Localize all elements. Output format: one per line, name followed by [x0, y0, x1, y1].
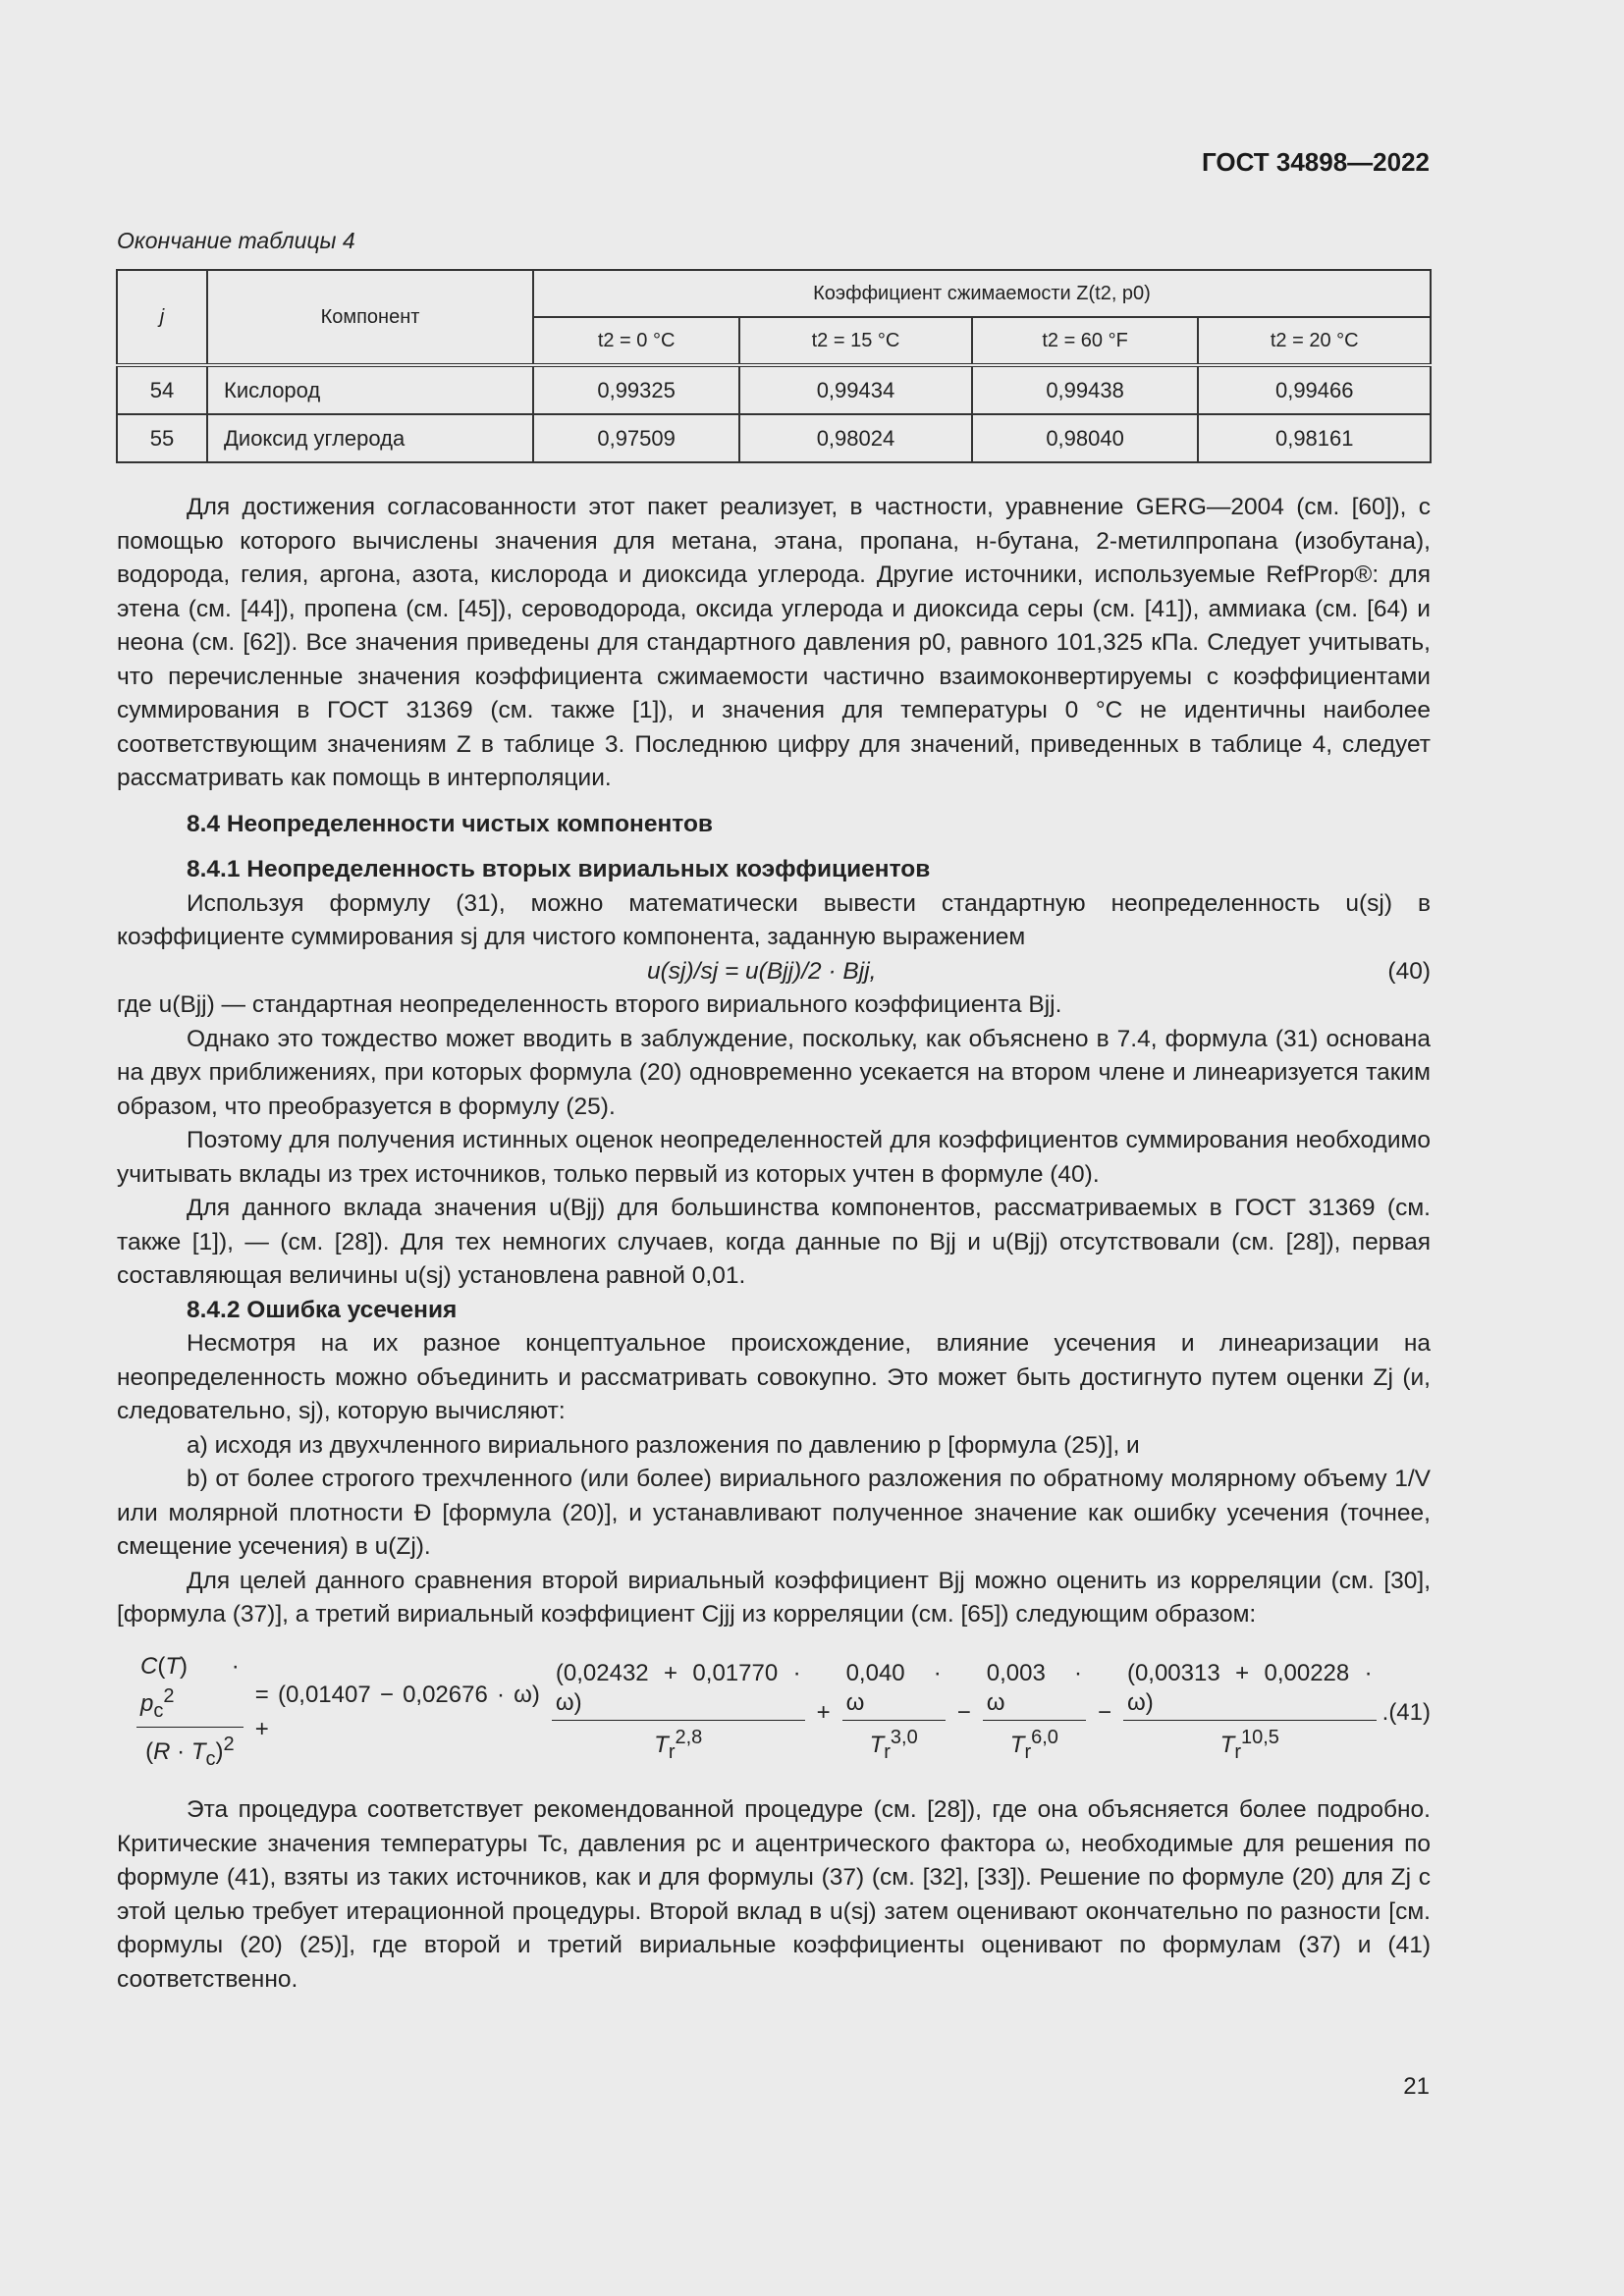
section-heading-8-4-1: 8.4.1 Неопределенность вторых вириальных коэффициентов [187, 856, 931, 882]
paragraph: Для данного вклада значения u(Bjj) для большинства компонентов, рассматриваемых в ГОСТ 31369 (см. также [1]), — (см. [28]). Для тех немногих случаев, когда данные по Bjj и u(Bjj) отсутствовали (см. [28]), первая составляющая величины u(sj) установлена равной 0,01. [117, 1195, 1431, 1289]
formula-40-number: (40) [1387, 957, 1431, 985]
formula-41: $\frac{C(T) \cdot p_c^2}{(R \cdot T_c)^2}$ = (0,01407 − 0,02676 · ω) + $\frac{(0,02432 + 0,01770 \cdot \omega)}{T_r^{2,8}}$ + $\frac{0,040 \cdot \omega}{T_r^{3,0}}$ − $\frac{0,003 \cdot \omega}{T_r^{6,0}}$ − $\frac{(0,00313 + 0,00228 \cdot \omega)}{T_r^{10,5}}$ . (41) [131, 1652, 1431, 1775]
paragraph: Несмотря на их разное концептуальное происхождение, влияние усечения и линеаризации на неопределенность можно объединить и рассматривать совокупно. Это может быть достигнуто путем оценки Zj (и, следовательно, sj), которую вычисляют: [117, 1330, 1431, 1424]
subcol-header: t2 = 0 °C [533, 317, 739, 365]
cell-value: 0,99325 [533, 365, 739, 414]
paragraph: Однако это тождество может вводить в заблуждение, поскольку, как объяснено в 7.4, формула (31) основана на двух приближениях, при которых формула (20) одновременно усекается на втором члене и линеаризуется таким образом, что преобразуется в формулу (25). [117, 1025, 1431, 1120]
paragraph: Эта процедура соответствует рекомендованной процедуре (см. [28]), где она объясняется более подробно. Критические значения температуры Tc, давления pc и ацентрического фактора ω, необходимые для решения по формуле (41), взяты из таких источников, как и для формулы (37) (см. [32], [33]). Решение по формуле (20) для Zj с этой целью требует итерационной процедуры. Второй вклад в u(sj) затем оценивают окончательно по разности [см. формулы (20) (25)], где второй и третий вириальные коэффициенты оценивают по формулам (37) и (41) соответственно. [117, 1796, 1431, 1993]
subcol-header: t2 = 60 °F [972, 317, 1199, 365]
page-number: 21 [1403, 2073, 1430, 2100]
list-item: а) исходя из двухчленного вириального разложения по давлению p [формула (25)], и [187, 1431, 1140, 1459]
paragraph: Для достижения согласованности этот пакет реализует, в частности, уравнение GERG—2004 (см. [60]), с помощью которого вычислены значения для метана, этана, пропана, н-бутана, 2-метилпропана (изобутана), водорода, гелия, аргона, азота, кислорода и диоксида углерода. Другие источники, используемые RefProp®: для этена (см. [44]), пропена (см. [45]), сероводорода, оксида углерода и диоксида серы (см. [41]), аммиака (см. [64) и неона (см. [62]). Все значения приведены для стандартного давления p0, равного 101,325 кПа. Следует учитывать, что перечисленные значения коэффициента сжимаемости частично взаимоконвертируемы с коэффициентами суммирования в ГОСТ 31369 (см. также [1]), и значения для температуры 0 °C не идентичны наиболее соответствующим значениям Z в таблице 3. Последнюю цифру для значений, приведенных в таблице 4, следует рассматривать как помощь в интерполяции. [117, 494, 1431, 791]
list-item: b) от более строгого трехчленного (или более) вириального разложения по обратному молярному объему 1/V или молярной плотности Đ [формула (20)], и устанавливают полученное значение как ошибку усечения (точнее, смещение усечения) в u(Zj). [117, 1466, 1431, 1560]
col-j-header: j [117, 270, 207, 365]
subcol-header: t2 = 20 °C [1198, 317, 1431, 365]
document-body [117, 491, 1431, 1997]
cell-value: 0,98024 [739, 414, 971, 462]
table-row [117, 414, 1431, 462]
formula-41-number: (41) [1388, 1698, 1431, 1726]
cell-j: 55 [117, 414, 207, 462]
table-caption: Окончание таблицы 4 [117, 228, 355, 253]
subcol-header: t2 = 15 °C [739, 317, 971, 365]
paragraph: Используя формулу (31), можно математически вывести стандартную неопределенность u(sj) в коэффициенте суммирования sj для чистого компонента, заданную выражением [117, 889, 1431, 950]
cell-value: 0,99466 [1198, 365, 1431, 414]
col-component-header: Компонент [207, 270, 533, 365]
table-row [117, 365, 1431, 414]
section-heading-8-4-2: 8.4.2 Ошибка усечения [187, 1296, 458, 1323]
cell-value: 0,98161 [1198, 414, 1431, 462]
paragraph: где u(Bjj) — стандартная неопределенность второго вириального коэффициента Bjj. [117, 991, 1062, 1018]
cell-value: 0,97509 [533, 414, 739, 462]
formula-40-expression: u(sj)/sj = u(Bjj)/2 · Bjj, [647, 957, 877, 985]
paragraph: Поэтому для получения истинных оценок неопределенностей для коэффициентов суммирования необходимо учитывать вклады из трех источников, только первый из которых учтен в формуле (40). [117, 1127, 1431, 1188]
cell-component: Кислород [207, 365, 533, 414]
col-group-header: Коэффициент сжимаемости Z(t2, p0) [533, 270, 1431, 317]
cell-value: 0,99438 [972, 365, 1199, 414]
standard-designation: ГОСТ 34898—2022 [1202, 147, 1430, 177]
section-heading-8-4: 8.4 Неопределенности чистых компонентов [187, 810, 713, 837]
cell-value: 0,99434 [739, 365, 971, 414]
cell-value: 0,98040 [972, 414, 1199, 462]
cell-component: Диоксид углерода [207, 414, 533, 462]
formula-41-lhs: $\frac{C(T) \cdot p_c^2}{(R \cdot T_c)^2}$ [136, 1652, 244, 1775]
paragraph: Для целей данного сравнения второй вириальный коэффициент Bjj можно оценить из корреляции (см. [30], [формула (37)], а третий вириальный коэффициент Cjjj из корреляции (см. [65]) следующим образом: [117, 1567, 1431, 1628]
compressibility-table [116, 269, 1432, 463]
cell-j: 54 [117, 365, 207, 414]
formula-40 [117, 955, 1431, 989]
